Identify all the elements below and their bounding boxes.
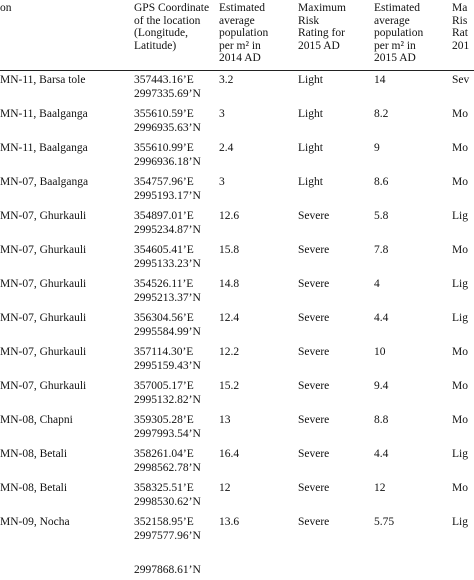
risk-2015-cell: Severe (298, 448, 330, 460)
table-row (0, 478, 474, 512)
population-2015-cell: 5.8 (374, 210, 389, 222)
gps-easting-cell: 358261.04’E (134, 448, 194, 460)
header-population-2014 (219, 2, 268, 65)
gps-northing-cell: 2996935.63’N (134, 122, 201, 134)
population-2015-cell: 4.4 (374, 312, 389, 324)
header-line: Ma (452, 2, 468, 14)
gps-northing-cell: 2995193.17’N (134, 190, 201, 202)
risk-cut-cell: Mo (452, 414, 468, 426)
gps-easting-cell: 352158.95’E (134, 516, 194, 528)
gps-easting-cell: 354897.01’E (134, 210, 194, 222)
header-line: average (219, 14, 255, 27)
table-row (0, 546, 474, 580)
risk-cut-cell: Lig (452, 210, 468, 222)
header-gps-coordinate (134, 2, 209, 52)
location-cell: MN-07, Ghurkauli (0, 346, 87, 358)
risk-2015-cell: Severe (298, 516, 330, 528)
gps-northing-cell: 2998562.78’N (134, 462, 201, 474)
population-2015-cell: 7.8 (374, 244, 389, 256)
risk-2015-cell: Light (298, 142, 323, 154)
gps-easting-cell: 355610.99’E (134, 142, 194, 154)
gps-easting-cell: 358325.51’E (134, 482, 194, 494)
gps-easting-cell: 354757.96’E (134, 176, 194, 188)
table-row (0, 308, 474, 342)
location-cell: MN-11, Baalganga (0, 142, 88, 154)
location-cell: MN-09, Nocha (0, 516, 70, 528)
header-line: 201 (452, 39, 470, 52)
table-row (0, 240, 474, 274)
population-2014-cell: 12.2 (219, 346, 240, 358)
header-line: (Longitude, (134, 27, 188, 40)
location-cell: MN-07, Ghurkauli (0, 278, 87, 290)
header-line: Ris (452, 14, 468, 27)
header-line: 2015 AD (298, 39, 340, 52)
location-cell: MN-07, Ghurkauli (0, 312, 87, 324)
gps-northing-cell: 2995132.82’N (134, 394, 201, 406)
location-cell: MN-08, Betali (0, 482, 68, 494)
gps-easting-cell: 357114.30’E (134, 346, 194, 358)
gps-northing-cell: 2997868.61’N (134, 564, 201, 576)
risk-2015-cell: Light (298, 176, 323, 188)
population-2014-cell: 13 (219, 414, 231, 426)
header-population-2015 (374, 2, 423, 65)
gps-easting-cell: 357443.16’E (134, 74, 194, 86)
population-2015-cell: 5.75 (374, 516, 395, 528)
gps-northing-cell: 2996936.18’N (134, 156, 201, 168)
header-line: Risk (298, 14, 320, 27)
table-row (0, 444, 474, 478)
risk-cut-cell: Lig (452, 312, 468, 324)
risk-2015-cell: Severe (298, 414, 330, 426)
header-line: 2014 AD (219, 52, 261, 65)
gps-northing-cell: 2998530.62’N (134, 496, 201, 508)
header-line: 2015 AD (374, 52, 416, 65)
population-2014-cell: 12.6 (219, 210, 240, 222)
header-line: population (374, 27, 424, 40)
risk-2015-cell: Light (298, 108, 323, 120)
gps-northing-cell: 2995159.43’N (134, 360, 201, 372)
header-line: Latitude) (134, 39, 177, 52)
risk-2015-cell: Severe (298, 244, 330, 256)
table-row (0, 138, 474, 172)
risk-cut-cell: Mo (452, 380, 468, 392)
risk-2015-cell: Severe (298, 278, 330, 290)
gps-northing-cell: 2997577.96’N (134, 530, 201, 542)
risk-2015-cell: Light (298, 74, 323, 86)
location-cell: MN-11, Baalganga (0, 108, 88, 120)
table-row (0, 376, 474, 410)
table-row (0, 172, 474, 206)
gps-northing-cell: 2997993.54’N (134, 428, 201, 440)
risk-2015-cell: Severe (298, 210, 330, 222)
risk-cut-cell: Mo (452, 176, 468, 188)
header-line: of the location (134, 14, 201, 27)
population-2015-cell: 12 (374, 482, 386, 494)
location-cell: MN-07, Baalganga (0, 176, 89, 188)
population-2015-cell: 8.2 (374, 108, 389, 120)
header-location (0, 2, 12, 15)
risk-cut-cell: Mo (452, 108, 468, 120)
risk-2015-cell: Severe (298, 346, 330, 358)
header-line: average (374, 14, 410, 27)
header-line: Rating for (298, 27, 345, 40)
gps-easting-cell: 356304.56’E (134, 312, 194, 324)
population-2015-cell: 9 (374, 142, 380, 154)
risk-cut-cell: Sev (452, 74, 470, 86)
population-2015-cell: 4 (374, 278, 380, 290)
population-2014-cell: 2.4 (219, 142, 234, 154)
risk-cut-cell: Mo (452, 244, 468, 256)
location-cell: MN-07, Ghurkauli (0, 244, 87, 256)
header-line: per m² in (219, 39, 261, 52)
population-2014-cell: 3.2 (219, 74, 234, 86)
population-2015-cell: 8.6 (374, 176, 389, 188)
risk-2015-cell: Severe (298, 312, 330, 324)
risk-2015-cell: Severe (298, 380, 330, 392)
location-cell: MN-08, Chapni (0, 414, 73, 426)
population-2015-cell: 9.4 (374, 380, 389, 392)
location-cell: MN-08, Betali (0, 448, 68, 460)
gps-easting-cell: 354526.11’E (134, 278, 194, 290)
gps-easting-cell: 355610.59’E (134, 108, 194, 120)
gps-northing-cell: 2997335.69’N (134, 88, 201, 100)
risk-cut-cell: Lig (452, 516, 468, 528)
population-2015-cell: 8.8 (374, 414, 389, 426)
population-2014-cell: 3 (219, 176, 225, 188)
population-2014-cell: 13.6 (219, 516, 240, 528)
header-line: Estimated (374, 2, 420, 14)
table-row (0, 70, 474, 104)
risk-cut-cell: Lig (452, 448, 468, 460)
gps-northing-cell: 2995584.99’N (134, 326, 201, 338)
header-risk-2015 (298, 2, 346, 52)
location-cell: MN-07, Ghurkauli (0, 380, 87, 392)
header-line: Rat (452, 27, 468, 40)
gps-easting-cell: 357005.17’E (134, 380, 194, 392)
risk-cut-cell: Mo (452, 142, 468, 154)
table-row (0, 206, 474, 240)
gps-northing-cell: 2995234.87’N (134, 224, 201, 236)
header-line: GPS Coordinate (134, 2, 210, 14)
population-2014-cell: 15.8 (219, 244, 240, 256)
risk-cut-cell: Mo (452, 482, 468, 494)
table-row (0, 104, 474, 138)
population-2014-cell: 15.2 (219, 380, 240, 392)
risk-cut-cell: Lig (452, 278, 468, 290)
gps-northing-cell: 2995133.23’N (134, 258, 201, 270)
header-risk-cut (452, 2, 469, 52)
table-row (0, 274, 474, 308)
population-2014-cell: 16.4 (219, 448, 240, 460)
population-2014-cell: 12.4 (219, 312, 240, 324)
header-line: Maximum (298, 2, 346, 14)
table-row (0, 512, 474, 546)
risk-cut-cell: Mo (452, 346, 468, 358)
location-cell: MN-07, Ghurkauli (0, 210, 87, 222)
gps-easting-cell: 354605.41’E (134, 244, 194, 256)
table-row (0, 410, 474, 444)
population-2014-cell: 14.8 (219, 278, 240, 290)
header-line: per m² in (374, 39, 416, 52)
population-2014-cell: 3 (219, 108, 225, 120)
population-2014-cell: 12 (219, 482, 231, 494)
header-line: on (0, 2, 12, 14)
population-2015-cell: 4.4 (374, 448, 389, 460)
header-line: population (219, 27, 269, 40)
gps-easting-cell: 359305.28’E (134, 414, 194, 426)
header-line: Estimated (219, 2, 265, 14)
table-row (0, 342, 474, 376)
location-cell: MN-11, Barsa tole (0, 74, 86, 86)
gps-northing-cell: 2995213.37’N (134, 292, 201, 304)
risk-2015-cell: Severe (298, 482, 330, 494)
population-2015-cell: 10 (374, 346, 386, 358)
population-2015-cell: 14 (374, 74, 386, 86)
